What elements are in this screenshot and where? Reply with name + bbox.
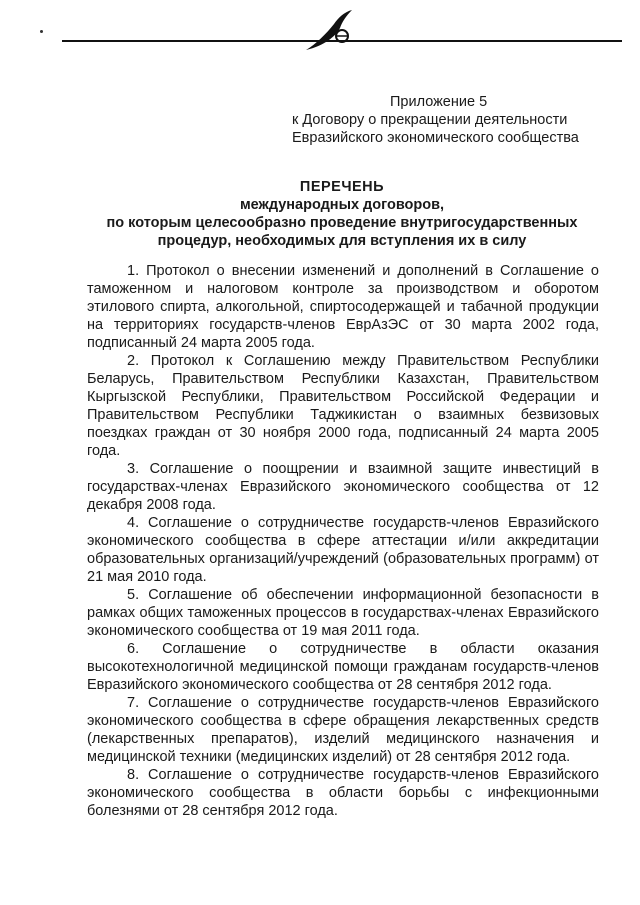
title-subheading: международных договоров, [239,197,445,213]
appendix-number: Приложение 5 [390,94,488,110]
emblem-logo-icon [300,8,360,54]
list-item: 4. Соглашение о сотрудничестве государств-членов Евразийского экономического сообщества в сфере аттестации и/или аккредитации образовательных организаций/учреждений (образовательных программ) от 21 мая 2010 года. [87,515,599,585]
agreements-list [87,262,599,820]
list-item: 3. Соглашение о поощрении и взаимной защите инвестиций в государствах-членах Евразийского экономического сообщества от 12 декабря 2008 года. [87,461,599,513]
title-heading: ПЕРЕЧЕНЬ [299,179,385,195]
document-title [62,178,622,250]
list-item: 2. Протокол к Соглашению между Правительством Республики Беларусь, Правительством Республики Казахстан, Правительством Кыргызской Республики, Правительством Российской Федерации и Правительством Республики Таджикистан о взаимных безвизовых поездках граждан от 30 ноября 2000 года, подписанный 24 марта 2005 года. [87,353,599,459]
appendix-reference: к Договору о прекращении деятельности [292,112,568,128]
title-subheading: процедур, необходимых для вступления их в силу [157,233,527,249]
title-subheading: по которым целесообразно проведение внутригосударственных [106,215,578,231]
scan-speck [40,30,43,33]
list-item: 7. Соглашение о сотрудничестве государств-членов Евразийского экономического сообщества в сфере обращения лекарственных средств (лекарственных препаратов), изделий медицинского назначения и медицинской техники (медицинских изделий) от 28 сентября 2012 года. [87,695,599,765]
list-item: 6. Соглашение о сотрудничестве в области оказания высокотехнологичной медицинской помощи гражданам государств-членов Евразийского экономического сообщества от 28 сентября 2012 года. [87,641,599,693]
list-item: 1. Протокол о внесении изменений и дополнений в Соглашение о таможенном и налоговом контроле за производством и оборотом этилового спирта, алкогольной, спиртосодержащей и табачной продукции на территориях государств-членов ЕврАзЭС от 30 марта 2002 года, подписанный 24 марта 2005 года. [87,263,599,351]
list-item: 5. Соглашение об обеспечении информационной безопасности в рамках общих таможенных процессов в государствах-членах Евразийского экономического сообщества от 19 мая 2011 года. [87,587,599,639]
appendix-organization: Евразийского экономического сообщества [292,130,579,146]
appendix-header [292,93,597,147]
list-item: 8. Соглашение о сотрудничестве государств-членов Евразийского экономического сообщества в области борьбы с инфекционными болезнями от 28 сентября 2012 года. [87,767,599,819]
